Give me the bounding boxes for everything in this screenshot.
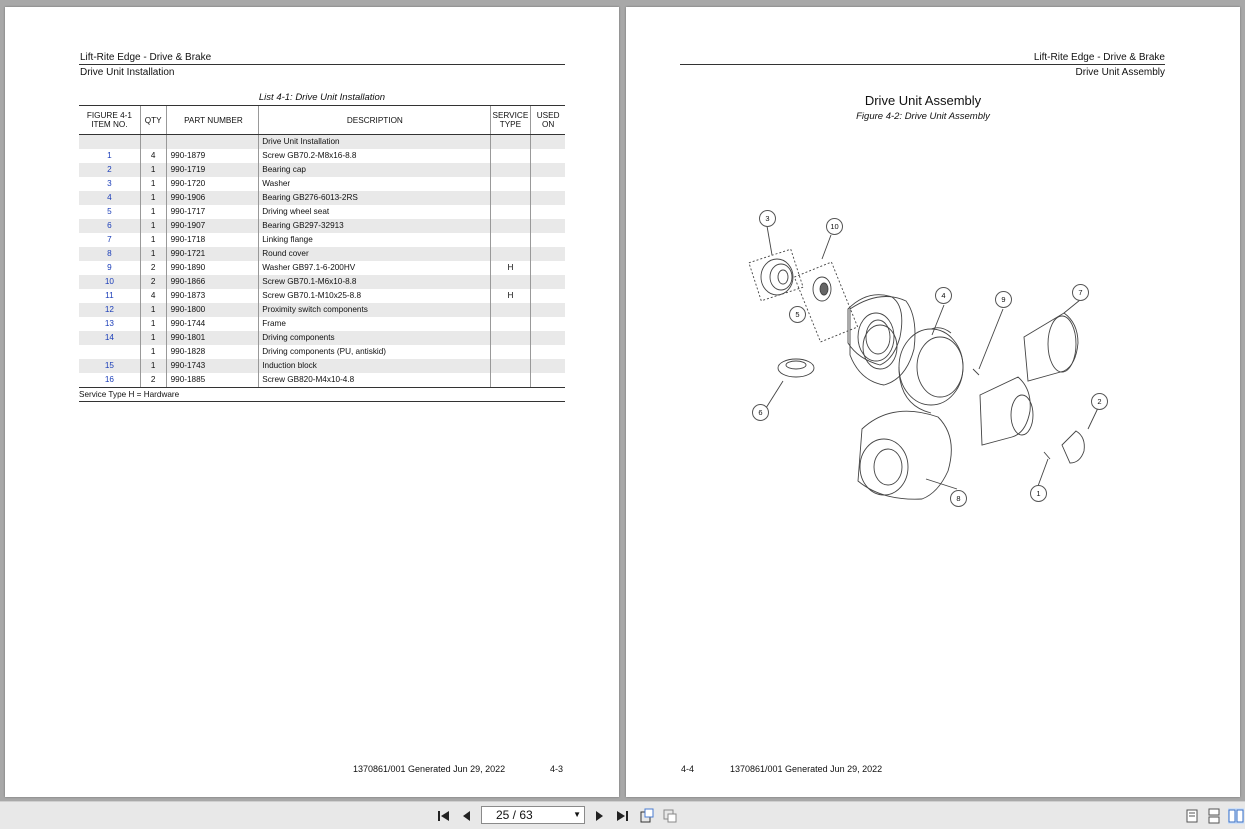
item-number-cell[interactable]: 1 — [107, 151, 112, 160]
table-row — [79, 303, 565, 317]
service-type-cell — [490, 219, 531, 233]
drive-unit-exploded-drawing — [626, 197, 1240, 617]
description-cell: Bearing GB276-6013-2RS — [259, 191, 490, 205]
part-number-cell: 990-1885 — [166, 373, 259, 388]
service-type-cell — [490, 233, 531, 247]
service-type-cell — [490, 135, 531, 150]
col-qty-header: QTY — [140, 106, 166, 135]
part-number-cell: 990-1744 — [166, 317, 259, 331]
qty-cell: 4 — [140, 149, 166, 163]
table-row — [79, 289, 565, 303]
service-type-cell — [490, 205, 531, 219]
service-type-cell — [490, 149, 531, 163]
used-on-cell — [531, 191, 565, 205]
last-page-icon[interactable] — [614, 808, 630, 824]
callout-bubble: 6 — [752, 404, 769, 421]
used-on-cell — [531, 219, 565, 233]
item-number-cell[interactable]: 6 — [79, 219, 140, 233]
item-number-cell[interactable]: 15 — [79, 359, 140, 373]
item-number-cell[interactable]: 4 — [79, 191, 140, 205]
service-type-cell — [490, 163, 531, 177]
service-type-cell — [490, 247, 531, 261]
chevron-down-icon[interactable]: ▼ — [573, 810, 581, 819]
col-desc-header: DESCRIPTION — [259, 106, 490, 135]
qty-cell: 1 — [140, 331, 166, 345]
callout-bubble: 9 — [995, 291, 1012, 308]
item-number-cell[interactable]: 3 — [107, 179, 112, 188]
continuous-icon[interactable] — [1206, 808, 1222, 824]
description-cell: Linking flange — [259, 233, 490, 247]
service-type-cell — [490, 275, 531, 289]
callout-bubble: 1 — [1030, 485, 1047, 502]
callout-bubble: 2 — [1091, 393, 1108, 410]
part-number-cell: 990-1720 — [166, 177, 259, 191]
used-on-cell — [531, 331, 565, 345]
part-number-cell: 990-1719 — [166, 163, 259, 177]
description-cell: Bearing cap — [259, 163, 490, 177]
page-indicator: 25 / 63 — [496, 808, 533, 822]
part-number-cell: 990-1907 — [166, 219, 259, 233]
qty-cell: 1 — [140, 163, 166, 177]
qty-cell: 1 — [140, 191, 166, 205]
description-cell: Bearing GB297-32913 — [259, 219, 490, 233]
qty-cell: 2 — [140, 275, 166, 289]
item-number-cell[interactable]: 13 — [104, 319, 114, 328]
figure-caption: Figure 4-2: Drive Unit Assembly — [856, 111, 990, 122]
table-row — [79, 247, 565, 261]
qty-cell: 1 — [140, 359, 166, 373]
qty-cell: 1 — [140, 345, 166, 359]
description-cell: Screw GB70.1-M6x10-8.8 — [259, 275, 490, 289]
callout-bubble: 3 — [759, 210, 776, 227]
table-row — [79, 275, 565, 289]
service-type-footnote: Service Type H = Hardware — [79, 390, 180, 399]
table-row — [79, 233, 565, 247]
used-on-cell — [531, 359, 565, 373]
left-footer-doc: 1370861/001 Generated Jun 29, 2022 — [353, 764, 506, 774]
part-number-cell: 990-1743 — [166, 359, 259, 373]
parts-table — [79, 105, 565, 388]
description-cell: Driving wheel seat — [259, 205, 490, 219]
table-row — [79, 219, 565, 233]
description-cell: Screw GB820-M4x10-4.8 — [259, 373, 490, 388]
prev-page-icon[interactable] — [459, 808, 475, 824]
description-cell: Washer — [259, 177, 490, 191]
qty-cell: 4 — [140, 289, 166, 303]
description-cell: Proximity switch components — [259, 303, 490, 317]
table-row — [79, 345, 565, 359]
left-header-subtitle: Drive Unit Installation — [80, 67, 175, 78]
item-number-cell[interactable]: 12 — [79, 303, 140, 317]
two-page-icon[interactable] — [1228, 808, 1244, 824]
used-on-cell — [531, 275, 565, 289]
item-number-cell[interactable]: 5 — [107, 207, 112, 216]
callout-bubble: 10 — [826, 218, 843, 235]
item-number-cell[interactable]: 11 — [105, 291, 114, 300]
used-on-cell — [531, 303, 565, 317]
item-number-cell[interactable]: 14 — [79, 331, 140, 345]
rotate-icon[interactable] — [639, 808, 655, 824]
table-row — [79, 177, 565, 191]
qty-cell: 1 — [140, 219, 166, 233]
qty-cell: 1 — [140, 247, 166, 261]
right-header-subtitle: Drive Unit Assembly — [1075, 67, 1165, 78]
qty-cell: 1 — [140, 205, 166, 219]
used-on-cell — [531, 247, 565, 261]
part-number-cell: 990-1721 — [166, 247, 259, 261]
qty-cell: 1 — [140, 233, 166, 247]
table-row — [79, 373, 565, 388]
callout-bubble: 4 — [935, 287, 952, 304]
service-type-cell — [490, 191, 531, 205]
service-type-cell — [490, 331, 531, 345]
table-row — [79, 317, 565, 331]
part-number-cell: 990-1879 — [166, 149, 259, 163]
description-cell: Round cover — [259, 247, 490, 261]
col-part-header: PART NUMBER — [166, 106, 259, 135]
description-cell: Driving components — [259, 331, 490, 345]
callout-bubble: 5 — [789, 306, 806, 323]
item-number-cell[interactable]: 9 — [107, 263, 112, 272]
service-type-cell — [490, 177, 531, 191]
item-number-cell[interactable]: 8 — [79, 247, 140, 261]
right-header-rule — [680, 64, 1165, 65]
table-row — [79, 149, 565, 163]
table-row — [79, 359, 565, 373]
description-cell: Induction block — [259, 359, 490, 373]
right-footer-doc: 1370861/001 Generated Jun 29, 2022 — [730, 764, 883, 774]
fit-icon[interactable] — [662, 808, 678, 824]
table-row — [79, 163, 565, 177]
callout-bubble: 8 — [950, 490, 967, 507]
used-on-cell — [531, 177, 565, 191]
description-cell: Screw GB70.1-M10x25-8.8 — [259, 289, 490, 303]
item-number-cell[interactable]: 2 — [79, 163, 140, 177]
used-on-cell — [531, 205, 565, 219]
item-number-cell[interactable]: 10 — [79, 275, 140, 289]
list-caption: List 4-1: Drive Unit Installation — [258, 92, 386, 103]
part-number-cell: 990-1828 — [166, 345, 259, 359]
qty-cell: 2 — [140, 261, 166, 275]
next-page-icon[interactable] — [591, 808, 607, 824]
item-number-cell[interactable]: 16 — [79, 373, 140, 388]
part-number-cell: 990-1717 — [166, 205, 259, 219]
left-header-title: Lift-Rite Edge - Drive & Brake — [80, 52, 212, 63]
part-number-cell: 990-1906 — [166, 191, 259, 205]
service-type-cell — [490, 373, 531, 388]
item-number-cell — [79, 345, 140, 359]
table-bottom-rule — [79, 401, 565, 402]
first-page-icon[interactable] — [436, 808, 452, 824]
used-on-cell — [531, 135, 565, 150]
used-on-cell — [531, 289, 565, 303]
used-on-cell — [531, 345, 565, 359]
right-footer-page: 4-4 — [681, 764, 695, 774]
qty-cell: 1 — [140, 317, 166, 331]
service-type-cell: H — [490, 289, 531, 303]
table-row — [79, 135, 565, 150]
service-type-cell — [490, 303, 531, 317]
used-on-cell — [531, 373, 565, 388]
qty-cell: 2 — [140, 373, 166, 388]
left-footer-page: 4-3 — [550, 764, 564, 774]
description-cell: Drive Unit Installation — [259, 135, 490, 150]
table-header-row — [79, 106, 565, 135]
service-type-cell — [490, 317, 531, 331]
used-on-cell — [531, 233, 565, 247]
used-on-cell — [531, 163, 565, 177]
col-service-header: SERVICE TYPE — [490, 106, 531, 135]
callout-bubble: 7 — [1072, 284, 1089, 301]
part-number-cell: 990-1873 — [166, 289, 259, 303]
figure-title: Drive Unit Assembly — [864, 93, 982, 108]
page-number-input[interactable] — [481, 806, 585, 824]
right-header-title: Lift-Rite Edge - Drive & Brake — [1033, 52, 1165, 63]
item-number-cell — [79, 135, 140, 150]
service-type-cell — [490, 345, 531, 359]
part-number-cell: 990-1718 — [166, 233, 259, 247]
part-number-cell: 990-1800 — [166, 303, 259, 317]
qty-cell — [140, 135, 166, 150]
service-type-cell: H — [490, 261, 531, 275]
description-cell: Driving components (PU, antiskid) — [259, 345, 490, 359]
table-row — [79, 191, 565, 205]
col-item-header: FIGURE 4-1 ITEM NO. — [79, 106, 140, 135]
part-number-cell: 990-1890 — [166, 261, 259, 275]
single-page-icon[interactable] — [1184, 808, 1200, 824]
qty-cell: 1 — [140, 177, 166, 191]
part-number-cell — [166, 135, 259, 150]
used-on-cell — [531, 149, 565, 163]
left-page — [5, 7, 619, 797]
part-number-cell: 990-1866 — [166, 275, 259, 289]
right-page — [626, 7, 1240, 797]
used-on-cell — [531, 261, 565, 275]
table-row — [79, 205, 565, 219]
used-on-cell — [531, 317, 565, 331]
col-used-header: USED ON — [531, 106, 565, 135]
service-type-cell — [490, 359, 531, 373]
table-row — [79, 261, 565, 275]
viewer-toolbar — [0, 801, 1245, 829]
part-number-cell: 990-1801 — [166, 331, 259, 345]
left-header-rule — [79, 64, 565, 65]
description-cell: Washer GB97.1-6-200HV — [259, 261, 490, 275]
description-cell: Frame — [259, 317, 490, 331]
description-cell: Screw GB70.2-M8x16-8.8 — [259, 149, 490, 163]
qty-cell: 1 — [140, 303, 166, 317]
item-number-cell[interactable]: 7 — [107, 235, 112, 244]
table-row — [79, 331, 565, 345]
